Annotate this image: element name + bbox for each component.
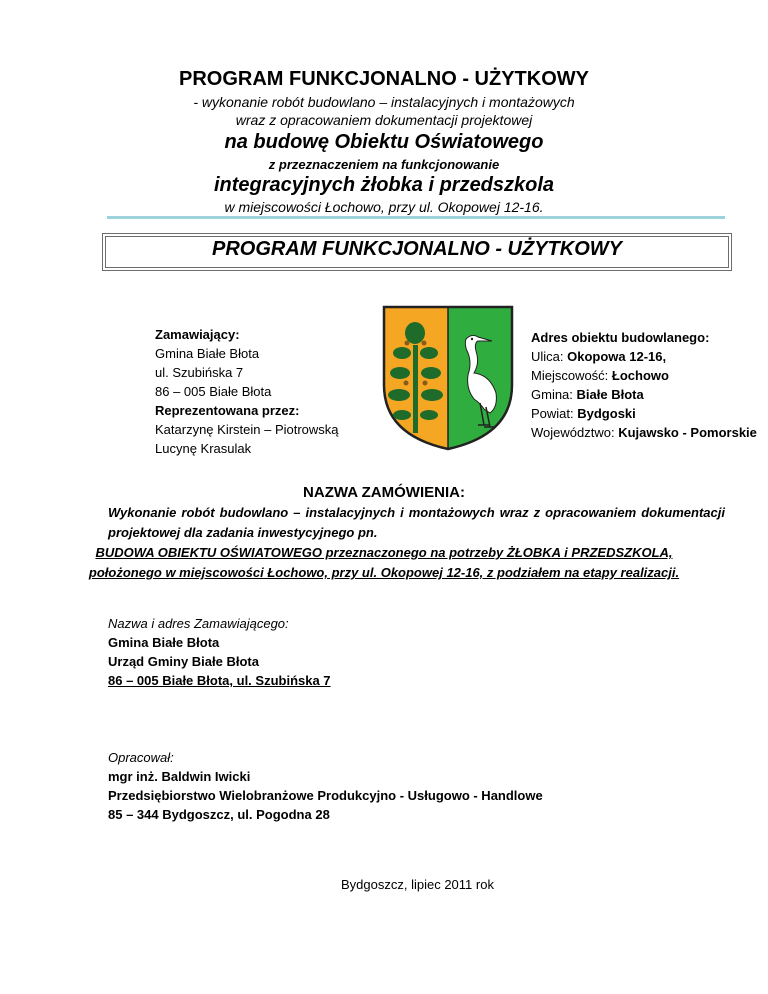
client-address-label: Nazwa i adres Zamawiającego: <box>108 616 289 631</box>
boxed-title: PROGRAM FUNKCJONALNO - UŻYTKOWY <box>212 238 622 260</box>
coat-of-arms <box>380 303 516 453</box>
client-block <box>155 325 375 458</box>
site-address-block <box>531 328 766 442</box>
place-date: Bydgoszcz, lipiec 2011 rok <box>341 877 494 892</box>
order-description-line2: projektowej dla zadania inwestycyjnego pn. <box>108 525 378 540</box>
client-street: ul. Szubińska 7 <box>155 365 244 380</box>
client-address-line3: 86 – 005 Białe Błota, ul. Szubińska 7 <box>108 673 331 688</box>
client-address-line2: Urząd Gminy Białe Błota <box>108 654 259 669</box>
author-label: Opracował: <box>108 750 174 765</box>
client-address-line1: Gmina Białe Błota <box>108 635 220 650</box>
client-postcode: 86 – 005 Białe Błota <box>155 384 272 399</box>
subtitle-line2: wraz z opracowaniem dokumentacji projektowej <box>235 112 533 128</box>
order-description-line1: Wykonanie robót budowlano – instalacyjnych i montażowych wraz z opracowaniem dokumentacji <box>108 505 725 520</box>
site-commune: Gmina: Białe Błota <box>531 387 644 402</box>
representative-1: Katarzynę Kirstein – Piotrowską <box>155 422 339 437</box>
site-county: Powiat: Bydgoski <box>531 406 636 421</box>
site-address-label: Adres obiektu budowlanego: <box>531 330 710 345</box>
task-name-line1: BUDOWA OBIEKTU OŚWIATOWEGO przeznaczonego na potrzeby ŻŁOBKA i PRZEDSZKOLA, <box>95 545 673 560</box>
site-voivodeship: Województwo: Kujawsko - Pomorskie <box>531 425 757 440</box>
purpose-heading: na budowę Obiektu Oświatowego <box>224 131 544 153</box>
client-address-block <box>108 614 608 690</box>
order-heading: NAZWA ZAMÓWIENIA: <box>303 484 465 501</box>
subtitle-line1: - wykonanie robót budowlano – instalacyjnych i montażowych <box>193 94 575 110</box>
site-town: Miejscowość: Łochowo <box>531 368 669 383</box>
separator-line <box>107 216 725 219</box>
client-name: Gmina Białe Błota <box>155 346 260 361</box>
author-address: 85 – 344 Bydgoszcz, ul. Pogodna 28 <box>108 807 330 822</box>
site-street: Ulica: Okopowa 12-16, <box>531 349 667 364</box>
representative-2: Lucynę Krasulak <box>155 441 252 456</box>
author-name: mgr inż. Baldwin Iwicki <box>108 769 251 784</box>
author-company: Przedsiębiorstwo Wielobranżowe Produkcyjno - Usługowo - Handlowe <box>108 788 543 803</box>
client-label: Zamawiający: <box>155 327 240 342</box>
facility-heading: integracyjnych żłobka i przedszkola <box>213 174 555 196</box>
author-block <box>108 748 668 824</box>
task-name-line2: położonego w miejscowości Łochowo, przy ul. Okopowej 12-16, z podziałem na etapy realizacji. <box>88 565 680 580</box>
purpose-subheading: z przeznaczeniem na funkcjonowanie <box>268 157 500 172</box>
document-title: PROGRAM FUNKCJONALNO - UŻYTKOWY <box>179 68 589 90</box>
location-line: w miejscowości Łochowo, przy ul. Okopowej 12-16. <box>224 199 544 215</box>
representative-label: Reprezentowana przez: <box>155 403 300 418</box>
